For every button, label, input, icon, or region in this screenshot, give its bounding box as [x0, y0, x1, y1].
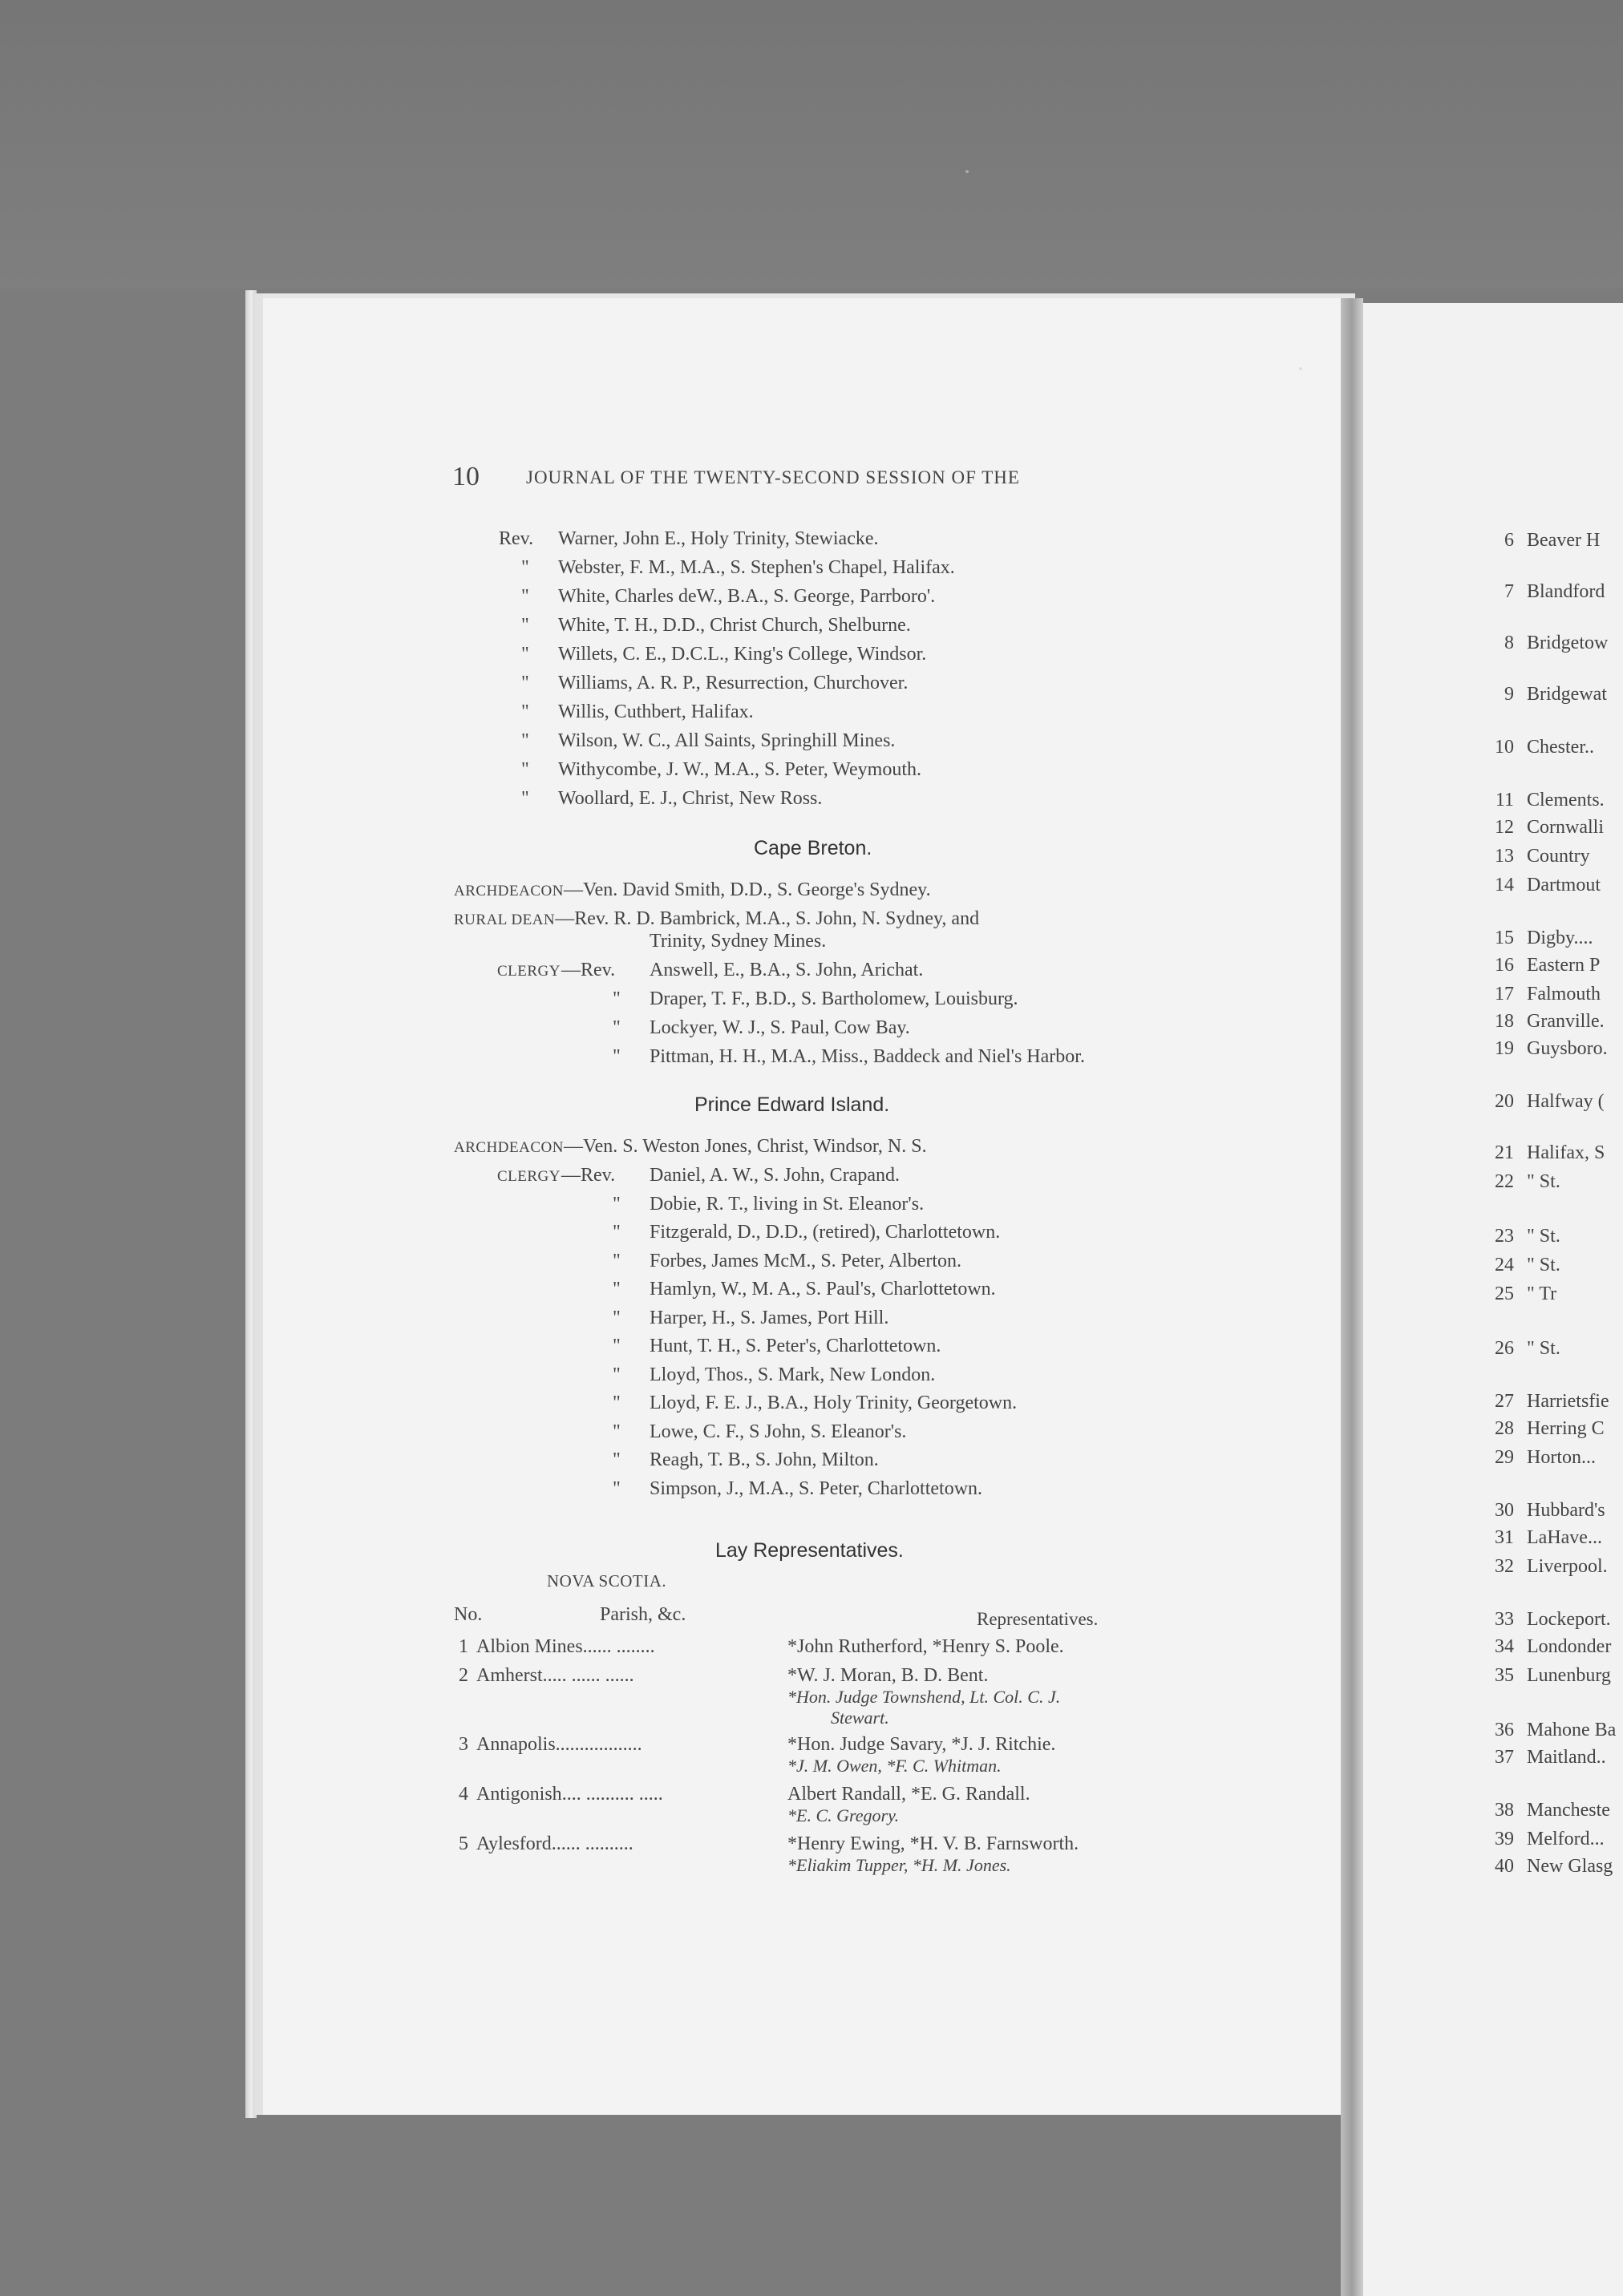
right-row-parish: Mancheste [1527, 1800, 1610, 1821]
right-row-parish: Maitland.. [1527, 1747, 1606, 1768]
clergy-prefix: —Rev. [561, 1165, 616, 1186]
nova-scotia-subheading: NOVA SCOTIA. [547, 1571, 667, 1591]
clergy-entry: Willis, Cuthbert, Halifax. [558, 701, 754, 722]
representatives-line: *J. M. Owen, *F. C. Whitman. [787, 1756, 1002, 1776]
right-row-parish: Liverpool. [1527, 1556, 1608, 1577]
column-header-parish: Parish, &c. [600, 1604, 686, 1625]
clergy-prefix: " [521, 788, 529, 809]
clergy-entry: Webster, F. M., M.A., S. Stephen's Chapel, Halifax. [558, 557, 955, 578]
right-row-parish: Dartmout [1527, 875, 1601, 895]
right-row-parish: Halifax, S [1527, 1142, 1605, 1163]
clergy-entry: Wilson, W. C., All Saints, Springhill Mines. [558, 730, 896, 751]
leader-dots: .................. [555, 1734, 642, 1755]
clergy-entry: Reagh, T. B., S. John, Milton. [650, 1449, 879, 1470]
representatives-line: Albert Randall, *E. G. Randall. [787, 1784, 1030, 1805]
row-number: 4 [459, 1784, 468, 1805]
right-row-number: 17 [1495, 984, 1514, 1004]
leader-dots: ...... ........ [582, 1636, 655, 1657]
pei-archdeacon: ARCHDEACON—Ven. S. Weston Jones, Christ, Windsor, N. S. [454, 1136, 927, 1157]
clergy-prefix: " [521, 586, 529, 607]
running-header: JOURNAL OF THE TWENTY-SECOND SESSION OF THE [526, 467, 1020, 487]
right-row-number: 37 [1495, 1747, 1514, 1768]
right-row-parish: Digby.... [1527, 928, 1593, 948]
clergy-entry: White, T. H., D.D., Christ Church, Shelburne. [558, 615, 911, 636]
parish-label: Annapolis [476, 1734, 556, 1755]
right-row-number: 21 [1495, 1142, 1514, 1163]
parish-label: Aylesford [476, 1833, 552, 1854]
clergy-entry: Fitzgerald, D., D.D., (retired), Charlottetown. [650, 1222, 1001, 1243]
clergy-prefix: " [521, 615, 529, 636]
column-header-representatives: Representatives. [977, 1609, 1099, 1629]
clergy-prefix: " [613, 1393, 621, 1413]
right-row-parish: Halfway ( [1527, 1091, 1605, 1112]
parish-label: Amherst [476, 1665, 543, 1686]
clergy-entry: Dobie, R. T., living in St. Eleanor's. [650, 1194, 925, 1215]
clergy-prefix: " [613, 1017, 621, 1038]
right-row-number: 6 [1504, 530, 1514, 551]
archdeacon-label: ARCHDEACON [454, 883, 564, 899]
right-row-number: 26 [1495, 1338, 1514, 1359]
clergy-entry: Williams, A. R. P., Resurrection, Churchover. [558, 673, 909, 693]
row-number: 3 [459, 1734, 468, 1755]
right-row-number: 16 [1495, 955, 1514, 976]
lay-representatives-heading: Lay Representatives. [715, 1539, 904, 1562]
parish-name [476, 1637, 655, 1656]
right-row-parish: Cornwalli [1527, 817, 1604, 838]
right-row-parish: " St. [1527, 1338, 1560, 1359]
right-row-parish: Country [1527, 846, 1590, 867]
right-row-number: 18 [1495, 1011, 1514, 1032]
row-number: 2 [459, 1665, 468, 1686]
clergy-prefix: " [613, 1046, 621, 1067]
representatives-line: *Henry Ewing, *H. V. B. Farnsworth. [787, 1833, 1079, 1854]
column-header-no: No. [454, 1604, 483, 1625]
right-row-parish: Herring C [1527, 1418, 1605, 1439]
row-number: 1 [459, 1636, 468, 1657]
right-row-number: 38 [1495, 1800, 1514, 1821]
clergy-prefix: " [613, 1364, 621, 1385]
clergy-entry: Draper, T. F., B.D., S. Bartholomew, Louisburg. [650, 988, 1018, 1009]
leader-dots: ..... ...... ...... [542, 1665, 634, 1686]
clergy-prefix: " [613, 1308, 621, 1328]
book-gutter [1341, 298, 1363, 2296]
right-row-number: 14 [1495, 875, 1514, 895]
archdeacon-text: —Ven. David Smith, D.D., S. George's Sydney. [563, 879, 931, 900]
right-row-number: 33 [1495, 1609, 1514, 1630]
representatives-line: *E. C. Gregory. [787, 1805, 900, 1825]
right-row-parish: Mahone Ba [1527, 1720, 1617, 1740]
right-row-parish: Bridgewat [1527, 684, 1607, 705]
right-row-number: 36 [1495, 1720, 1514, 1740]
clergy-entry: Woollard, E. J., Christ, New Ross. [558, 788, 823, 809]
rural-dean-continuation: Trinity, Sydney Mines. [650, 931, 827, 952]
right-row-parish: Chester.. [1527, 737, 1594, 758]
representatives-line: *Hon. Judge Savary, *J. J. Ritchie. [787, 1734, 1056, 1755]
clergy-entry: White, Charles deW., B.A., S. George, Parrboro'. [558, 586, 936, 607]
clergy-entry: Willets, C. E., D.C.L., King's College, Windsor. [558, 644, 927, 665]
clergy-entry: Simpson, J., M.A., S. Peter, Charlottetown. [650, 1478, 983, 1499]
right-row-number: 29 [1495, 1447, 1514, 1468]
parish-label: Albion Mines [476, 1636, 583, 1657]
right-row-parish: Blandford [1527, 581, 1605, 602]
right-row-number: 31 [1495, 1527, 1514, 1548]
page-number: 10 [452, 462, 480, 491]
clergy-prefix: " [521, 644, 529, 665]
clergy-entry: Warner, John E., Holy Trinity, Stewiacke. [558, 528, 879, 549]
right-row-number: 8 [1504, 633, 1514, 653]
clergy-entry: Lowe, C. F., S John, S. Eleanor's. [650, 1421, 907, 1442]
right-row-parish: LaHave... [1527, 1527, 1602, 1548]
right-row-parish: " St. [1527, 1226, 1560, 1247]
right-row-parish: " St. [1527, 1171, 1560, 1192]
clergy-prefix: —Rev. [561, 960, 616, 980]
clergy-entry: Daniel, A. W., S. John, Crapand. [650, 1165, 900, 1186]
cape-breton-rural-dean [454, 909, 979, 928]
right-row-parish: " Tr [1527, 1283, 1557, 1304]
clergy-prefix: " [521, 673, 529, 693]
clergy-entry: Pittman, H. H., M.A., Miss., Baddeck and Niel's Harbor. [650, 1046, 1085, 1067]
cape-breton-archdeacon [454, 880, 931, 899]
right-row-number: 39 [1495, 1829, 1514, 1849]
right-row-number: 20 [1495, 1091, 1514, 1112]
right-row-parish: New Glasg [1527, 1856, 1613, 1877]
right-row-number: 35 [1495, 1665, 1514, 1686]
rural-dean-label: RURAL DEAN [454, 912, 556, 928]
clergy-prefix: " [613, 1478, 621, 1499]
leader-dots: .... .......... ..... [561, 1784, 663, 1805]
right-row-parish: Eastern P [1527, 955, 1601, 976]
clergy-prefix: " [613, 1222, 621, 1243]
parish-name [476, 1735, 642, 1754]
clergy-prefix: " [613, 1279, 621, 1300]
representatives-line: *John Rutherford, *Henry S. Poole. [787, 1636, 1064, 1657]
right-row-number: 40 [1495, 1856, 1514, 1877]
clergy-prefix: " [613, 1421, 621, 1442]
clergy-entry: Lockyer, W. J., S. Paul, Cow Bay. [650, 1017, 910, 1038]
right-row-number: 32 [1495, 1556, 1514, 1577]
cape-breton-clergy-label: CLERGY [497, 963, 561, 980]
right-row-parish: Lunenburg [1527, 1665, 1611, 1686]
dust-speck [1299, 367, 1302, 370]
clergy-entry: Hamlyn, W., M. A., S. Paul's, Charlottetown. [650, 1279, 996, 1300]
right-row-number: 23 [1495, 1226, 1514, 1247]
right-row-parish: Beaver H [1527, 530, 1601, 551]
rural-dean-text: —Rev. R. D. Bambrick, M.A., S. John, N. Sydney, and [555, 908, 980, 929]
pei-clergy-label: CLERGY [497, 1168, 561, 1185]
clergy-entry: Answell, E., B.A., S. John, Arichat. [650, 960, 924, 980]
scan-background [0, 0, 1623, 289]
right-row-number: 22 [1495, 1171, 1514, 1192]
representatives-line: Stewart. [831, 1708, 889, 1728]
parish-label: Antigonish [476, 1784, 562, 1805]
clergy-entry: Forbes, James McM., S. Peter, Alberton. [650, 1251, 962, 1271]
right-row-parish: Bridgetow [1527, 633, 1609, 653]
right-row-parish: Hubbard's [1527, 1500, 1605, 1521]
right-row-parish: Guysboro. [1527, 1038, 1608, 1059]
right-row-parish: Lockeport. [1527, 1609, 1611, 1630]
clergy-prefix: " [521, 730, 529, 751]
representatives-line: *Hon. Judge Townshend, Lt. Col. C. J. [787, 1687, 1061, 1707]
right-row-number: 13 [1495, 846, 1514, 867]
cape-breton-heading: Cape Breton. [754, 837, 872, 859]
clergy-prefix: " [613, 1449, 621, 1470]
dust-speck [965, 170, 969, 173]
parish-name [476, 1785, 663, 1804]
right-row-number: 30 [1495, 1500, 1514, 1521]
right-row-parish: Harrietsfie [1527, 1391, 1609, 1412]
clergy-prefix: " [613, 1251, 621, 1271]
right-row-parish: Horton... [1527, 1447, 1596, 1468]
right-row-number: 12 [1495, 817, 1514, 838]
right-row-parish: " St. [1527, 1255, 1560, 1275]
right-row-number: 15 [1495, 928, 1514, 948]
right-row-number: 7 [1504, 581, 1514, 602]
parish-name [476, 1666, 634, 1685]
right-row-number: 9 [1504, 684, 1514, 705]
clergy-entry: Hunt, T. H., S. Peter's, Charlottetown. [650, 1336, 941, 1356]
clergy-prefix: " [521, 759, 529, 780]
clergy-prefix: " [521, 701, 529, 722]
clergy-entry: Lloyd, Thos., S. Mark, New London. [650, 1364, 936, 1385]
clergy-prefix: " [613, 1336, 621, 1356]
right-row-number: 11 [1495, 790, 1514, 810]
right-row-number: 28 [1495, 1418, 1514, 1439]
clergy-prefix: " [613, 1194, 621, 1215]
right-row-parish: Clements. [1527, 790, 1605, 810]
right-row-parish: Londonder [1527, 1636, 1612, 1657]
right-row-number: 10 [1495, 737, 1514, 758]
right-row-parish: Falmouth [1527, 984, 1601, 1004]
right-row-number: 19 [1495, 1038, 1514, 1059]
row-number: 5 [459, 1833, 468, 1854]
pei-heading: Prince Edward Island. [694, 1093, 890, 1116]
right-row-number: 34 [1495, 1636, 1514, 1657]
representatives-line: *Eliakim Tupper, *H. M. Jones. [787, 1855, 1011, 1875]
clergy-entry: Harper, H., S. James, Port Hill. [650, 1308, 889, 1328]
parish-name [476, 1834, 633, 1853]
clergy-entry: Withycombe, J. W., M.A., S. Peter, Weymouth. [558, 759, 922, 780]
right-row-number: 24 [1495, 1255, 1514, 1275]
right-row-number: 27 [1495, 1391, 1514, 1412]
clergy-prefix: " [521, 557, 529, 578]
right-row-number: 25 [1495, 1283, 1514, 1304]
leader-dots: ...... .......... [551, 1833, 633, 1854]
clergy-prefix: " [613, 988, 621, 1009]
representatives-line: *W. J. Moran, B. D. Bent. [787, 1665, 989, 1686]
right-row-parish: Granville. [1527, 1011, 1605, 1032]
clergy-prefix: Rev. [499, 528, 534, 549]
clergy-entry: Lloyd, F. E. J., B.A., Holy Trinity, Georgetown. [650, 1393, 1018, 1413]
right-row-parish: Melford... [1527, 1829, 1605, 1849]
